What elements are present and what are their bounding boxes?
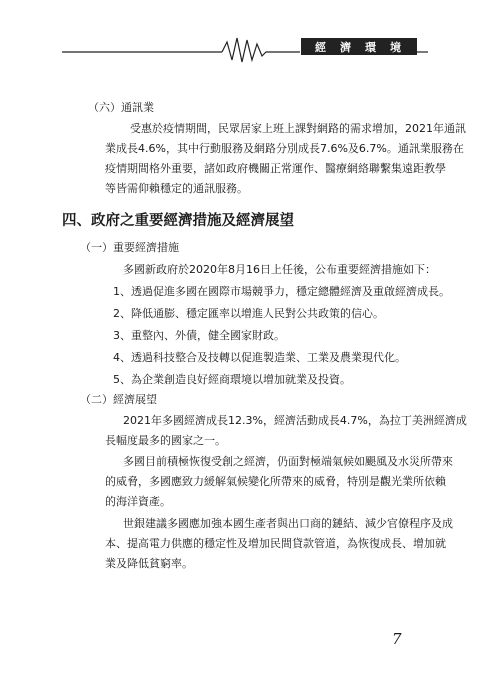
paragraph-line: 業成長4.6%，其中行動服務及網路分別成長7.6%及6.7%。通訊業服務在 xyxy=(105,142,464,155)
list-item: 5、為企業創造良好經商環境以增加就業及投資。 xyxy=(113,373,351,386)
page-number: 7 xyxy=(392,630,402,648)
list-item: 3、重整內、外債，健全國家財政。 xyxy=(113,329,285,342)
section-title-tag: 經濟環境 xyxy=(301,38,417,55)
list-item: 2、降低通膨、穩定匯率以增進人民對公共政策的信心。 xyxy=(113,307,384,320)
paragraph-line: 2021年多國經濟成長12.3%，經濟活動成長4.7%，為拉丁美洲經濟成 xyxy=(123,414,467,427)
paragraph-line: 疫情期間格外重要，諸如政府機關正常運作、醫療網絡聯繫集遠距教學 xyxy=(105,162,446,175)
paragraph-line: 等皆需仰賴穩定的通訊服務。 xyxy=(105,182,248,195)
telecom-heading: （六）通訊業 xyxy=(88,101,154,114)
measures-intro: 多國新政府於2020年8月16日上任後，公布重要經濟措施如下： xyxy=(123,263,436,276)
header-line-decoration xyxy=(0,0,480,70)
paragraph-line: 世銀建議多國應加強本國生產者與出口商的鏈結、減少官僚程序及成 xyxy=(123,517,453,530)
paragraph-line: 多國目前積極恢復受創之經濟，仍面對極端氣候如颶風及水災所帶來 xyxy=(123,455,453,468)
paragraph-line: 受惠於疫情期間，民眾居家上班上課對網路的需求增加，2021年通訊 xyxy=(130,122,466,135)
list-item: 1、透過促進多國在國際市場競爭力，穩定總體經濟及重啟經濟成長。 xyxy=(113,285,450,298)
paragraph-line: 長幅度最多的國家之一。 xyxy=(105,434,226,447)
measures-heading: （一）重要經濟措施 xyxy=(80,241,179,254)
list-item: 4、透過科技整合及技轉以促進製造業、工業及農業現代化。 xyxy=(113,351,406,364)
paragraph-line: 的威脅，多國應致力緩解氣候變化所帶來的威脅，特別是觀光業所依賴 xyxy=(105,475,446,488)
paragraph-line: 的海洋資產。 xyxy=(105,495,171,508)
paragraph-line: 本、提高電力供應的穩定性及增加民間貸款管道，為恢復成長、增加就 xyxy=(105,537,446,550)
paragraph-line: 業及降低貧窮率。 xyxy=(105,557,193,570)
outlook-heading: （二）經濟展望 xyxy=(80,393,157,406)
page-header xyxy=(0,0,480,70)
main-heading: 四、政府之重要經濟措施及經濟展望 xyxy=(62,212,294,229)
